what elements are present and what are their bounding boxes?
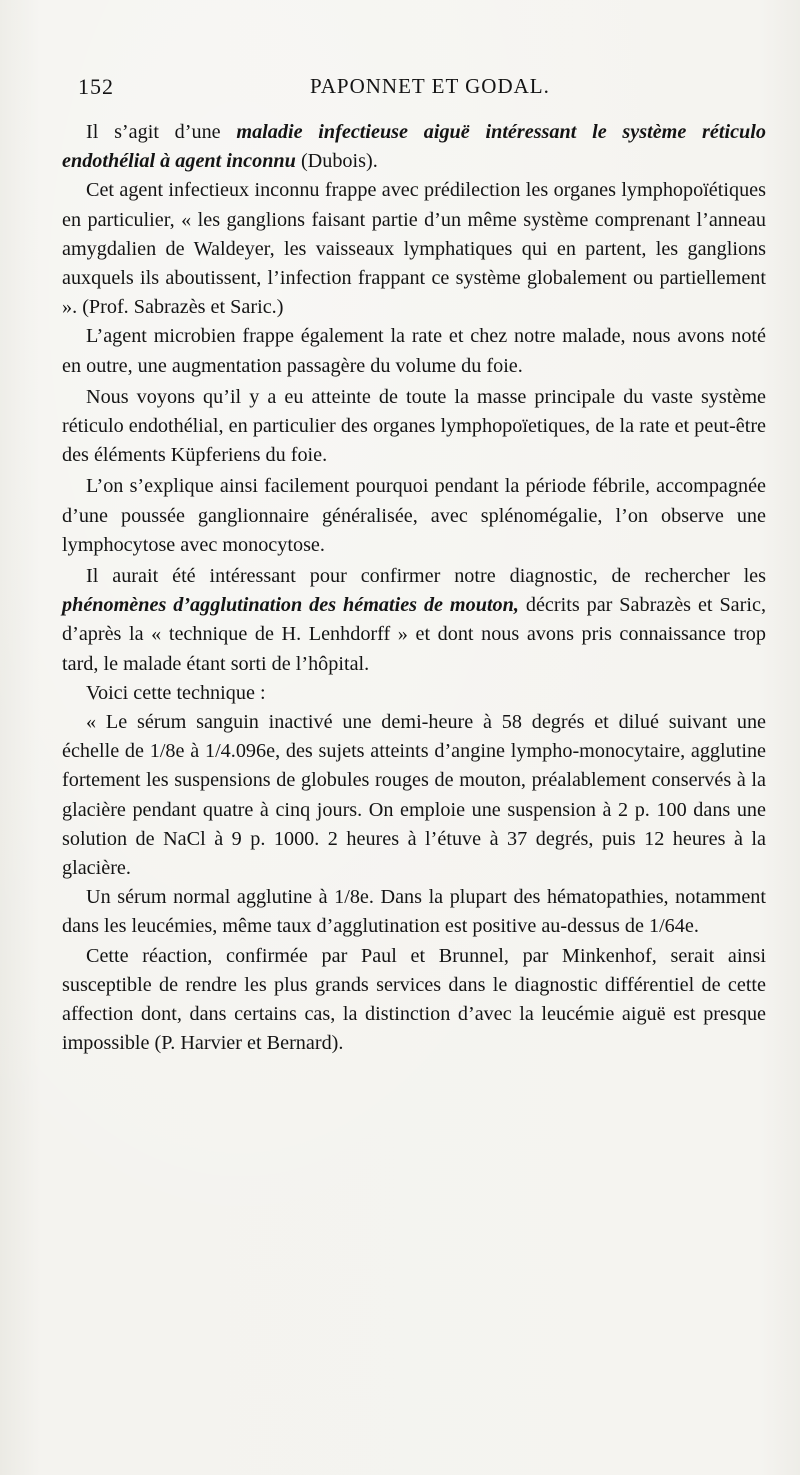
paragraph-7: Voici cette technique : [86,681,266,704]
paragraph-1-emphasis: maladie infectieuse aiguë intéressant le système réticulo endothélial à agent inconnu [62,121,766,173]
body-text [62,118,766,1059]
paragraph-1-text-end: (Dubois). [295,150,378,173]
page-number: 152 [78,74,114,99]
paragraph-6-text-end: décrits par Sabrazès et Saric, d’après la « technique de H. Lenhdorff » et dont nous avons pris connaissance trop tard, le malade étant sorti de l’hôpital. [62,594,766,675]
paragraph-6-emphasis: phénomènes d’agglutination des hématies de mouton, [62,594,519,617]
page-header [78,74,768,104]
paragraph-2: Cet agent infectieux inconnu frappe avec prédilection les organes lymphopoïétiques en particulier, « les ganglions faisant partie d’un même système comprenant l’anneau amygdalien de Waldeyer, les vaisseaux lymphatiques qui en partent, les ganglions auxquels ils aboutissent, l’infection frappant ce système globalement ou partiellement ». (Prof. Sabrazès et Saric.) [62,179,766,319]
paragraph-6 [62,562,766,679]
running-head: PAPONNET ET GODAL. [310,74,550,98]
paragraph-6-text: Il aurait été intéressant pour confirmer notre diagnostic, de rechercher les [86,565,766,588]
paragraph-8: « Le sérum sanguin inactivé une demi-heure à 58 degrés et dilué suivant une échelle de 1/8e à 1/4.096e, des sujets atteints d’angine lympho-monocytaire, agglutine fortement les suspensions de globules rouges de mouton, préalablement conservés à la glacière pendant quatre à cinq jours. On emploie une suspension à 2 p. 100 dans une solution de NaCl à 9 p. 1000. 2 heures à l’étuve à 37 degrés, puis 12 heures à la glacière. [62,711,766,880]
paragraph-1-text: Il s’agit d’une [86,121,237,143]
paragraph-4: Nous voyons qu’il y a eu atteinte de toute la masse principale du vaste système réticulo endothélial, en particulier des organes lymphopoïetiques, de la rate et peut-être des éléments Küpferiens du foie. [62,385,766,467]
paragraph-9: Un sérum normal agglutine à 1/8e. Dans la plupart des hématopathies, notamment dans les leucémies, même taux d’agglutination est positive au-dessus de 1/64e. [62,886,766,938]
paragraph-3: L’agent microbien frappe également la rate et chez notre malade, nous avons noté en outre, une augmentation passagère du volume du foie. [62,325,766,377]
paragraph-1 [62,118,766,176]
paragraph-5: L’on s’explique ainsi facilement pourquoi pendant la période fébrile, accompagnée d’une poussée ganglionnaire généralisée, avec splénomégalie, l’on observe une lymphocytose avec monocytose. [62,475,766,556]
paragraph-10: Cette réaction, confirmée par Paul et Brunnel, par Minkenhof, serait ainsi susceptible de rendre les plus grands services dans le diagnostic différentiel de cette affection dont, dans certains cas, la distinction d’avec la leucémie aiguë est presque impossible (P. Harvier et Bernard). [62,944,766,1055]
